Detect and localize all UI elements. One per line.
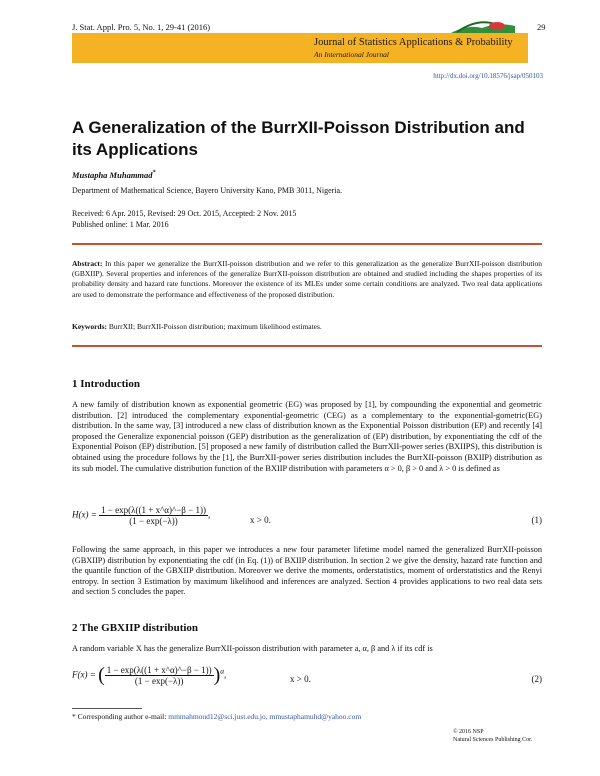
keywords-label: Keywords: [72,322,107,331]
keywords-text: BurrXII; BurrXII-Poisson distribution; maximum likelihood estimates. [108,322,322,331]
equation-1-number: (1) [531,515,542,525]
journal-reference: J. Stat. Appl. Pro. 5, No. 1, 29-41 (2016) [72,22,211,32]
footnote-label: * Corresponding author e-mail: [72,712,167,721]
date-published: Published online: 1 Mar. 2016 [72,220,169,229]
keywords [72,322,542,331]
equation-1-denominator: (1 − exp(−λ)) [129,516,178,526]
abstract-text: In this paper we generalize the BurrXII-poisson distribution and we refer to this generalization as the generalize BurrXII-poisson distribution (GBXIIP). Several properties and inferences of the generalize BurrXII-poisson distribution are obtained and studied including the shapes properties of its probability density and hazard rate functions. Moreover the existence of its MLEs under some certain conditions are analyzed. Two real data applications are used to demonstrate the performance and effectiveness of the proposed distribution. [72,259,543,299]
equation-2-fraction [105,665,214,686]
equation-2-condition: x > 0. [290,674,311,684]
divider-bottom [72,345,542,347]
equation-1-numerator: 1 − exp(λ((1 + x^α)^−β − 1)) [101,505,206,515]
copyright-line-1: © 2016 NSP [453,729,484,735]
equation-2-numerator: 1 − exp(λ((1 + x^α)^−β − 1)) [106,665,212,675]
footnote-emails[interactable]: mmmahmoud12@sci.just.edu.jo, mmustaphamuhd@yahoo.com [168,712,362,721]
section-heading-gbxiip: 2 The GBXIIP distribution [72,622,199,634]
section-heading-introduction: 1 Introduction [72,378,140,390]
publication-dates [72,208,296,230]
equation-1-condition: x > 0. [250,515,271,525]
equation-1-fraction [99,505,208,526]
footnote [72,712,361,721]
divider-top [72,243,542,245]
author-name [72,170,156,180]
author-mark: * [152,170,156,177]
author-name-text: Mustapha Muhammad [72,170,153,180]
equation-2-expression: F(x) = ( $\frac{1 - \exp(\lambda((1 + x\^{}\alpha)\^{}-\beta - 1))}{(1 - \exp(-\lambda))}$ )$^a$, [72,664,227,686]
journal-banner [72,33,528,63]
abstract-label: Abstract: [72,259,103,268]
equation-1 [72,505,542,539]
equation-2 [72,664,542,698]
equation-2-power: a [220,666,225,676]
journal-title: Journal of Statistics Applications & Probability [314,37,513,48]
copyright-line-2: Natural Sciences Publishing Cor. [453,737,533,743]
journal-subtitle: An International Journal [314,50,389,59]
affiliation: Department of Mathematical Science, Bayero University Kano, PMB 3011, Nigeria. [72,186,343,195]
date-history: Received: 6 Apr. 2015, Revised: 29 Oct. 2015, Accepted: 2 Nov. 2015 [72,209,297,218]
copyright [453,728,542,744]
paper-title: A Generalization of the BurrXII-Poisson Distribution and its Applications [72,118,525,159]
gbxiip-paragraph-1: A random variable X has the generalize BurrXII-poisson distribution with parameter a, α, β and λ if its cdf is [72,644,433,653]
equation-2-lhs: F(x) = [72,669,96,680]
doi-link[interactable]: http://dx.doi.org/10.18576/jsap/050103 [433,72,543,80]
abstract [72,259,542,300]
equation-2-number: (2) [531,674,542,684]
equation-2-close-paren: ) [213,664,221,686]
intro-paragraph-1: A new family of distribution known as exponential geometric (EG) was proposed by [1], by compounding the exponential and geometric distribution. [2] introduced the complementary exponential-geometric (CEG) as a complementary to the exponential-gometric(EG) distribution. In the same way, [3] introduced a new class of distribution known as the Exponential Poisson distribution (EP) and recently [4] proposed the Generalize exponencial poisson (GEP) distribution as the generalization of (EP) distribution, by exponentiating the cdf of the Exponential Poison (EP) distribution. [5] proposed a new family of distribution called the BurrXII-power series (BXIIPS), this distribution is obtained using the procedure follows by the [1], the BurrXII-power series distribution includes the BurrXII-poisson (BXIIP) distribution as its sub model. The cumulative distribution function of the BXIIP distribution with parameters α > 0, β > 0 and λ > 0 is defined as [72,400,542,473]
equation-2-denominator: (1 − exp(−λ)) [134,676,184,686]
intro-paragraph-2: Following the same approach, in this paper we introduces a new four parameter lifetime model named the generalized BurrXII-poisson (GBXIIP) distribution by exponentiating the cdf (in Eq. (1)) of BXIIP distribution. In section 2 we give the density, hazard rate function and the quantile function of the GBXIIP distribution. Moreover we derive the moments, orderstatistics, moment of orderstatistics and the Renyi entropy. In section 3 Estimation by maximum likelihood and inferences are analyzed. Section 4 provides applications to two real data sets and section 5 concludes the paper. [72,545,542,597]
equation-1-lhs: H(x) = [72,509,97,520]
page-number: 29 [537,22,546,32]
equation-1-expression: H(x) = $\frac{1 - \exp(\lambda((1 + x\^{}\alpha)\^{}-\beta - 1))}{(1 - \exp(-\lambda))}$ , [72,505,211,526]
equation-2-open-paren: ( [98,664,105,686]
footnote-divider [72,708,142,709]
